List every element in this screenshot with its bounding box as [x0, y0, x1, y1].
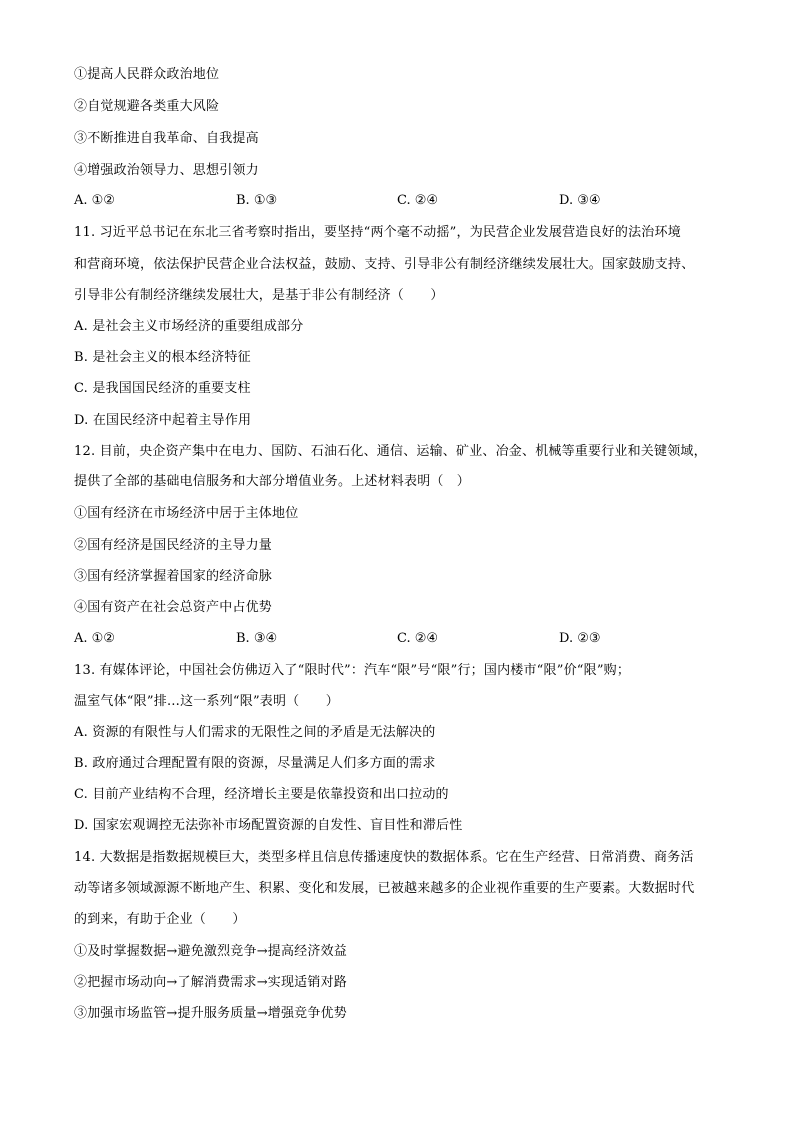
q12-stem-line-2: 提供了全部的基础电信服务和大部分增值业务。上述材料表明（ ） [74, 474, 471, 489]
q12-option-a: A. ①② [74, 631, 115, 646]
q10-option-c: C. ②④ [397, 193, 439, 208]
q11-option-c: C. 是我国国民经济的重要支柱 [74, 381, 251, 396]
q10-options [74, 192, 734, 210]
q13-option-d: D. 国家宏观调控无法弥补市场配置资源的自发性、盲目性和滞后性 [74, 818, 463, 833]
q11-option-a: A. 是社会主义市场经济的重要组成部分 [74, 319, 304, 334]
q12-item-1: ①国有经济在市场经济中居于主体地位 [74, 506, 299, 521]
q14-item-3: ③加强市场监管→提升服务质量→增强竞争优势 [74, 1006, 347, 1021]
q12-item-4: ④国有资产在社会总资产中占优势 [74, 600, 273, 615]
q11-stem-line-2: 和营商环境，依法保护民营企业合法权益，鼓励、支持、引导非公有制经济继续发展壮大。国家鼓励支持、 [74, 257, 695, 272]
q14-stem-line-2: 动等诸多领域源源不断地产生、积累、变化和发展，已被越来越多的企业视作重要的生产要素。大数据时代 [74, 881, 695, 896]
q10-item-4: ④增强政治领导力、思想引领力 [74, 163, 259, 178]
q12-options [74, 630, 734, 648]
q11-stem-line-1: 11. 习近平总书记在东北三省考察时指出，要坚持“两个毫不动摇”，为民营企业发展营造良好的法治环境 [74, 225, 681, 240]
q13-option-c: C. 目前产业结构不合理，经济增长主要是依靠投资和出口拉动的 [74, 787, 449, 802]
q10-item-3: ③不断推进自我革命、自我提高 [74, 131, 259, 146]
q12-option-c: C. ②④ [397, 631, 439, 646]
q11-option-d: D. 在国民经济中起着主导作用 [74, 413, 252, 428]
q13-stem-line-2: 温室气体“限”排…这一系列“限”表明（ ） [74, 694, 339, 709]
q11-stem-line-3: 引导非公有制经济继续发展壮大，是基于非公有制经济（ ） [74, 288, 444, 303]
q13-option-a: A. 资源的有限性与人们需求的无限性之间的矛盾是无法解决的 [74, 725, 436, 740]
q14-stem-line-1: 14. 大数据是指数据规模巨大，类型多样且信息传播速度快的数据体系。它在生产经营、日常消费、商务活 [74, 850, 694, 865]
q11-option-b: B. 是社会主义的根本经济特征 [74, 350, 251, 365]
q12-item-2: ②国有经济是国民经济的主导力量 [74, 538, 273, 553]
q12-option-b: B. ③④ [236, 631, 278, 646]
q10-option-d: D. ③④ [559, 193, 601, 208]
q13-stem-line-1: 13. 有媒体评论，中国社会仿佛迈入了“限时代”：汽车“限”号“限”行；国内楼市“限”价“限”购； [74, 663, 631, 678]
q14-item-2: ②把握市场动向→了解消费需求→实现适销对路 [74, 975, 347, 990]
q13-option-b: B. 政府通过合理配置有限的资源，尽量满足人们多方面的需求 [74, 756, 436, 771]
q10-item-2: ②自觉规避各类重大风险 [74, 99, 220, 114]
q14-item-1: ①及时掌握数据→避免激烈竞争→提高经济效益 [74, 944, 347, 959]
q12-option-d: D. ②③ [559, 631, 601, 646]
q10-option-a: A. ①② [74, 193, 115, 208]
q12-stem-line-1: 12. 目前，央企资产集中在电力、国防、石油石化、通信、运输、矿业、冶金、机械等重要行业和关键领域， [74, 444, 707, 459]
q12-item-3: ③国有经济掌握着国家的经济命脉 [74, 569, 273, 584]
q14-stem-line-3: 的到来，有助于企业（ ） [74, 912, 246, 927]
q10-item-1: ①提高人民群众政治地位 [74, 67, 220, 82]
q10-option-b: B. ①③ [236, 193, 278, 208]
